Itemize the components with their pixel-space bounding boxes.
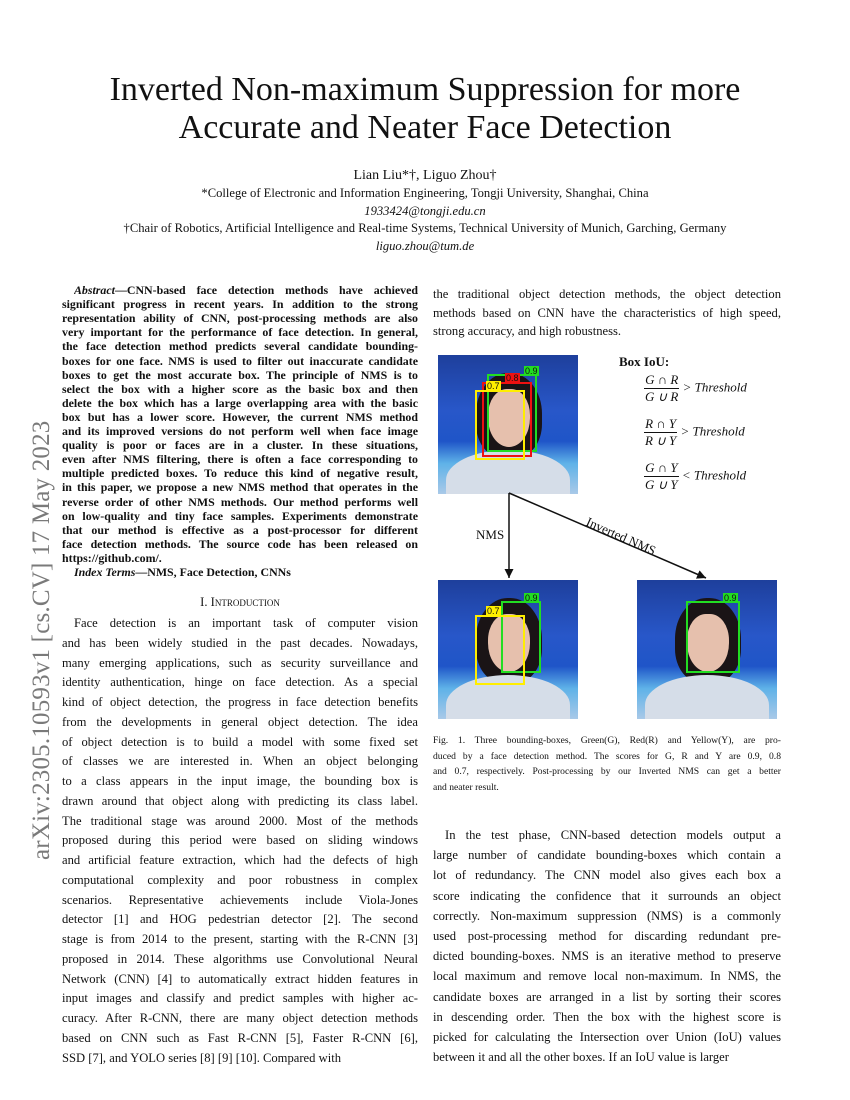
line-text: scenarios. Representative achievements include Viola-Jones [62,892,418,907]
text-line [433,990,781,1005]
text-line [62,833,418,848]
line-text: strong accuracy, and high robustness. [433,324,622,338]
yellow-box [475,390,525,460]
line-text: lot of redundancy. The CNN model also gives each box a [433,868,781,883]
text-line [62,952,418,967]
text-line [433,1050,781,1065]
denominator: G ∪ Y [645,477,678,492]
text-line [62,495,418,509]
text-line [433,735,781,747]
numerator: R ∩ Y [645,416,677,431]
text-line [433,751,781,763]
text-line [62,551,418,565]
line-text: Network (CNN) [4] to automatically extract hidden features in [62,971,418,986]
text-line [433,929,781,944]
line-text: very important for the performance of face detection. In general, [62,325,418,340]
paper-title-line-2: Accurate and Neater Face Detection [178,109,672,146]
text-line [433,287,781,302]
text-line [62,893,418,908]
text-line [433,1030,781,1045]
line-text: —CNN-based face detection methods have achieved [114,283,418,297]
text-line [62,1031,418,1046]
line-text: even after NMS filtering, there is often a face corresponding to [62,452,418,467]
green-box [686,601,740,673]
line-text: significant progress in recent years. In addition to the strong [62,297,418,312]
line-text: and artificial feature extraction, which had the defects of high [62,853,418,867]
text-line [433,848,781,863]
text-line [62,972,418,987]
line-text: and has been widely studied in the past decades. Nowadays, [62,635,418,650]
line-text: Fig. 1. Three bounding-boxes, Green(G), Red(R) and Yellow(Y), are pro- [433,735,781,746]
line-text: drawn around that object along with predicting its class label. [62,793,418,808]
line-text: the traditional object detection methods, the object detection [433,287,781,301]
iou-equation [644,460,746,493]
arxiv-identifier: arXiv:2305.10593v1 [cs.CV] 17 May 2023 [28,420,55,860]
text-line [62,735,418,750]
line-text: duced by a face detection method. The scores for G, R and Y are 0.9, 0.8 [433,750,781,762]
line-text: SSD [7], and YOLO series [8] [9] [10]. Compared with [62,1050,341,1065]
text-line [62,794,418,809]
text-line [62,656,418,671]
line-text: boxes for one face. NMS is used to filter out inaccurate candidate [62,353,418,368]
line-text: that our method is effective as a post-processor for different [62,522,418,537]
line-text: of object detection is to build a model with some fixed set [62,734,418,749]
line-text: in descending order. Then the box with the highest score is [433,1009,781,1024]
text-line [433,868,781,883]
text-line [62,853,418,868]
line-text: score indicating the confidence that it surrounds an object [433,888,781,903]
box-iou-label: Box IoU: [619,354,670,369]
line-text: between it and all the other boxes. If an IoU value is larger [433,1050,729,1065]
line-text: box but has a lower score. However, the current NMS method [62,409,418,424]
line-text: boxes to get the most accurate box. The principle of NMS is to [62,367,418,382]
text-line [62,537,418,551]
text-line [62,754,418,769]
text-line [62,636,418,651]
numerator: G ∩ R [645,372,679,387]
text-line [62,424,418,438]
line-text: and neater result. [433,781,499,793]
line-text: representation ability of CNN, post-processing methods are also [62,311,418,326]
denominator: G ∪ R [645,389,679,404]
line-text: and 0.7, respectively. Post-processing by our Inverted NMS can get a better [433,766,781,778]
text-line [74,616,418,631]
line-text: from the developments in general object detection. The idea [62,714,418,729]
comparison: > Threshold [682,379,747,395]
index-terms [74,565,414,579]
line-text: candidate boxes are arranged in a list by sorting their scores [433,989,781,1004]
text-line [433,766,781,778]
index-terms-text: —NMS, Face Detection, CNNs [135,565,291,579]
line-text: dicted bounding-boxes. NMS is an iterative method to preserve [433,949,781,964]
yellow-box [475,615,525,685]
authors: Lian Liu*†, Liguo Zhou† [353,168,497,183]
text-line [62,912,418,927]
line-text: large number of candidate bounding-boxes which contain a [433,848,781,863]
line-text: used post-processing method for discarding redundant pre- [433,929,781,943]
green-score: 0.9 [525,593,538,603]
iou-equation [644,416,745,449]
text-line [62,523,418,537]
line-text: of classes we are interested in. When an object belonging [62,754,418,769]
line-text: identity authentication, hinge on face detection. As a special [62,675,418,690]
line-text: many emerging applications, such as security surveillance and [62,655,418,670]
text-line [62,297,418,311]
line-text: input images and classify and predict samples with higher ac- [62,991,418,1006]
line-text: the face detection method predicts several candidate bounding- [62,339,418,354]
line-text: select the box with a higher score as the basic box and then [62,381,418,396]
line-text: The traditional stage was around 2000. Most of the methods [62,813,418,828]
denominator: R ∪ Y [645,433,677,448]
paper-title-line-1: Inverted Non-maximum Suppression for more [109,71,741,108]
line-text: proposed during this period were based on sliding windows [62,833,418,848]
line-text: face detection methods. The source code has been released on [62,536,418,551]
text-line [62,695,418,710]
nms-label: NMS [476,527,505,542]
text-line [62,396,418,410]
text-line [62,509,418,523]
line-text: detector [1] and HOG pedestrian detector [2]. The second [62,912,418,927]
line-text: and its improved versions do not perform well when face image [62,424,418,438]
text-line [62,480,418,494]
section-heading: I. Introduction [200,595,280,609]
text-line [62,410,418,424]
comparison: > Threshold [680,423,745,439]
text-line [62,873,418,888]
line-text: computational complexity and poor robustness in complex [62,872,418,887]
affiliation-1: *College of Electronic and Information Engineering, Tongji University, Shanghai, China [201,186,649,200]
line-text: reverse order of other NMS methods. Our method performs well [62,494,418,509]
green-score: 0.9 [724,593,737,603]
email-1: 1933424@tongji.edu.cn [364,204,486,218]
text-line [62,452,418,466]
comparison: < Threshold [681,467,747,483]
text-line [433,782,781,794]
text-line [433,969,781,984]
line-text: local maximum and remove local non-maximum. In NMS, the [433,969,781,984]
text-line [62,991,418,1006]
line-text: on low-quality and tiny face samples. Experiments demonstrate [62,508,418,523]
iou-equation [644,372,747,405]
text-line [433,306,781,321]
line-text: In the test phase, CNN-based detection models output a [445,828,781,842]
inverted-nms-label: Inverted NMS [583,514,659,559]
line-text: proposed in 2014. These algorithms use Convolutional Neural [62,951,418,966]
text-line [433,324,781,339]
nms-result-image [438,580,578,719]
inverted-nms-result-image [637,580,777,719]
line-text: correctly. Non-maximum suppression (NMS) is a commonly [433,908,781,923]
line-text: multiple predicted boxes. To reduce this kind of negative result, [62,466,418,481]
line-text: kind of object detection, the progress in face detection benefits [62,695,418,709]
text-line [433,889,781,904]
text-line [62,715,418,730]
yellow-score: 0.7 [487,381,500,391]
line-text: picked for calculating the Intersection over Union (IoU) values [433,1030,781,1044]
email-2: liguo.zhou@tum.de [375,239,475,253]
text-line [62,932,418,947]
index-terms-label: Index Terms [74,565,136,579]
affiliation-2: †Chair of Robotics, Artificial Intelligence and Real-time Systems, Technical University of Munich, Garching, Germany [123,221,727,235]
text-line [62,675,418,690]
text-line [62,325,418,339]
red-score: 0.8 [506,373,519,383]
text-line [433,1010,781,1025]
input-image [438,355,578,494]
line-text: curacy. After R-CNN, there are many object detection methods [62,1011,418,1025]
text-line [62,382,418,396]
text-line [62,466,418,480]
line-text: based on CNN such as Fast R-CNN [5], Faster R-CNN [6], [62,1030,418,1045]
text-line [445,828,781,843]
text-line [62,1011,418,1026]
text-line [433,949,781,964]
line-text: quality is poor or faces are in a cluster. In these situations, [62,438,418,453]
line-text: to a class appears in the input image, the bounding box is [62,774,418,788]
text-line [62,438,418,452]
yellow-score: 0.7 [487,606,500,616]
line-text: delete the box which has a large overlapping area with the basic [62,395,418,410]
line-text: stage is from 2014 to the present, starting with the R-CNN [3] [62,932,418,946]
text-line [62,1051,418,1066]
text-line [62,774,418,789]
line-text: https://github.com/. [62,550,162,565]
text-line [62,339,418,353]
text-line [433,909,781,924]
text-line [62,354,418,368]
green-score: 0.9 [525,366,538,376]
line-text: methods based on CNN have the characteristics of high speed, [433,305,781,320]
line-text: Face detection is an important task of computer vision [74,616,418,630]
text-line [74,283,418,297]
text-line [62,311,418,325]
text-line [62,368,418,382]
abstract-label: Abstract [74,283,115,297]
numerator: G ∩ Y [645,460,678,475]
text-line [62,814,418,829]
line-text: in this paper, we propose a new NMS method that operates in the [62,480,418,495]
